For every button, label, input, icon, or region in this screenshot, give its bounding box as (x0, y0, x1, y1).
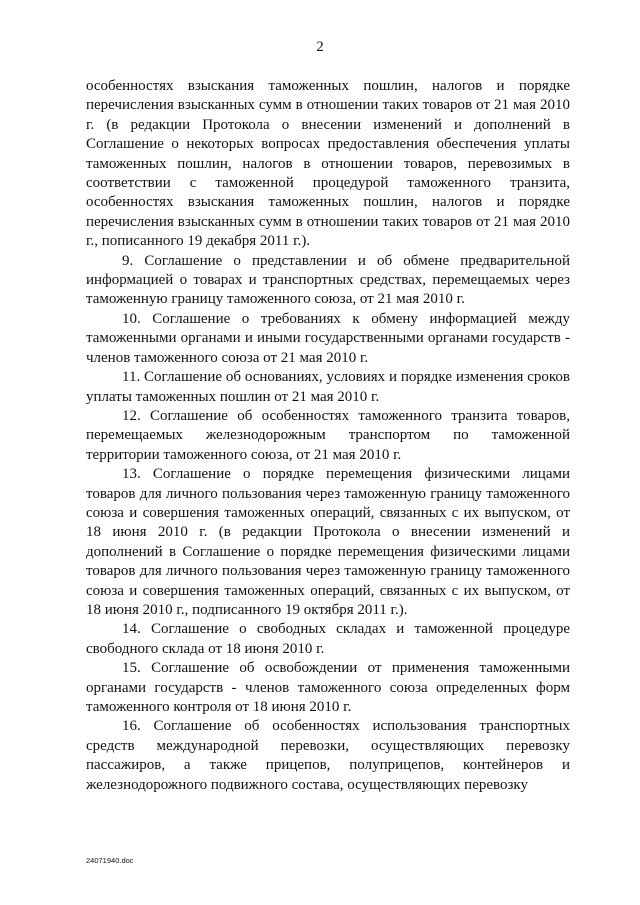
paragraph-continuation: особенностях взыскания таможенных пошлин, налогов и порядке перечисления взысканных сумм в отношении таких товаров от 21 мая 2010 г. (в редакции Протокола о внесении изменений и дополнений в Соглашение о некоторых вопросах предоставления обеспечения уплаты таможенных пошлин, налогов в отношении товаров, перевозимых в соответствии с таможенной процедурой таможенного транзита, особенностях взыскания таможенных пошлин, налогов и порядке перечисления взысканных сумм в отношении таких товаров от 21 мая 2010 г., пописанного 19 декабря 2011 г.). (86, 78, 570, 250)
document-body (86, 77, 570, 795)
paragraph-item-10: 10. Соглашение о требованиях к обмену информацией между таможенными органами и иными государственными органами государств - членов таможенного союза от 21 мая 2010 г. (86, 310, 570, 366)
paragraph-item-13: 13. Соглашение о порядке перемещения физическими лицами товаров для личного пользования через таможенную границу таможенного союза и совершения таможенных операций, связанных с их выпуском, от 18 июня 2010 г. (в редакции Протокола о внесении изменений и дополнений в Соглашение о порядке перемещения физическими лицами товаров для личного пользования через таможенную границу таможенного союза и совершения таможенных операций, связанных с их выпуском, от 18 июня 2010 г., подписанного 19 октября 2011 г.). (86, 466, 570, 618)
paragraph-item-12: 12. Соглашение об особенностях таможенного транзита товаров, перемещаемых железнодорожным транспортом по таможенной территории таможенного союза, от 21 мая 2010 г. (86, 407, 570, 463)
document-file-code: 24071940.doc (86, 856, 134, 865)
page-number: 2 (316, 39, 324, 55)
paragraph-item-15: 15. Соглашение об освобождении от применения таможенными органами государств - членов таможенного союза определенных форм таможенного контроля от 18 июня 2010 г. (86, 660, 570, 715)
paragraph-item-9: 9. Соглашение о представлении и об обмене предварительной информацией о товарах и транспортных средствах, перемещаемых через таможенную границу таможенного союза, от 21 мая 2010 г. (86, 252, 570, 308)
paragraph-item-11: 11. Соглашение об основаниях, условиях и порядке изменения сроков уплаты таможенных пошлин от 21 мая 2010 г. (86, 369, 570, 405)
paragraph-item-14: 14. Соглашение о свободных складах и таможенной процедуре свободного склада от 18 июня 2010 г. (86, 621, 570, 657)
paragraph-item-16: 16. Соглашение об особенностях использования транспортных средств международной перевозки, осуществляющих перевозку пассажиров, а также прицепов, полуприцепов, контейнеров и железнодорожного подвижного состава, осуществляющих перевозку (86, 718, 570, 793)
